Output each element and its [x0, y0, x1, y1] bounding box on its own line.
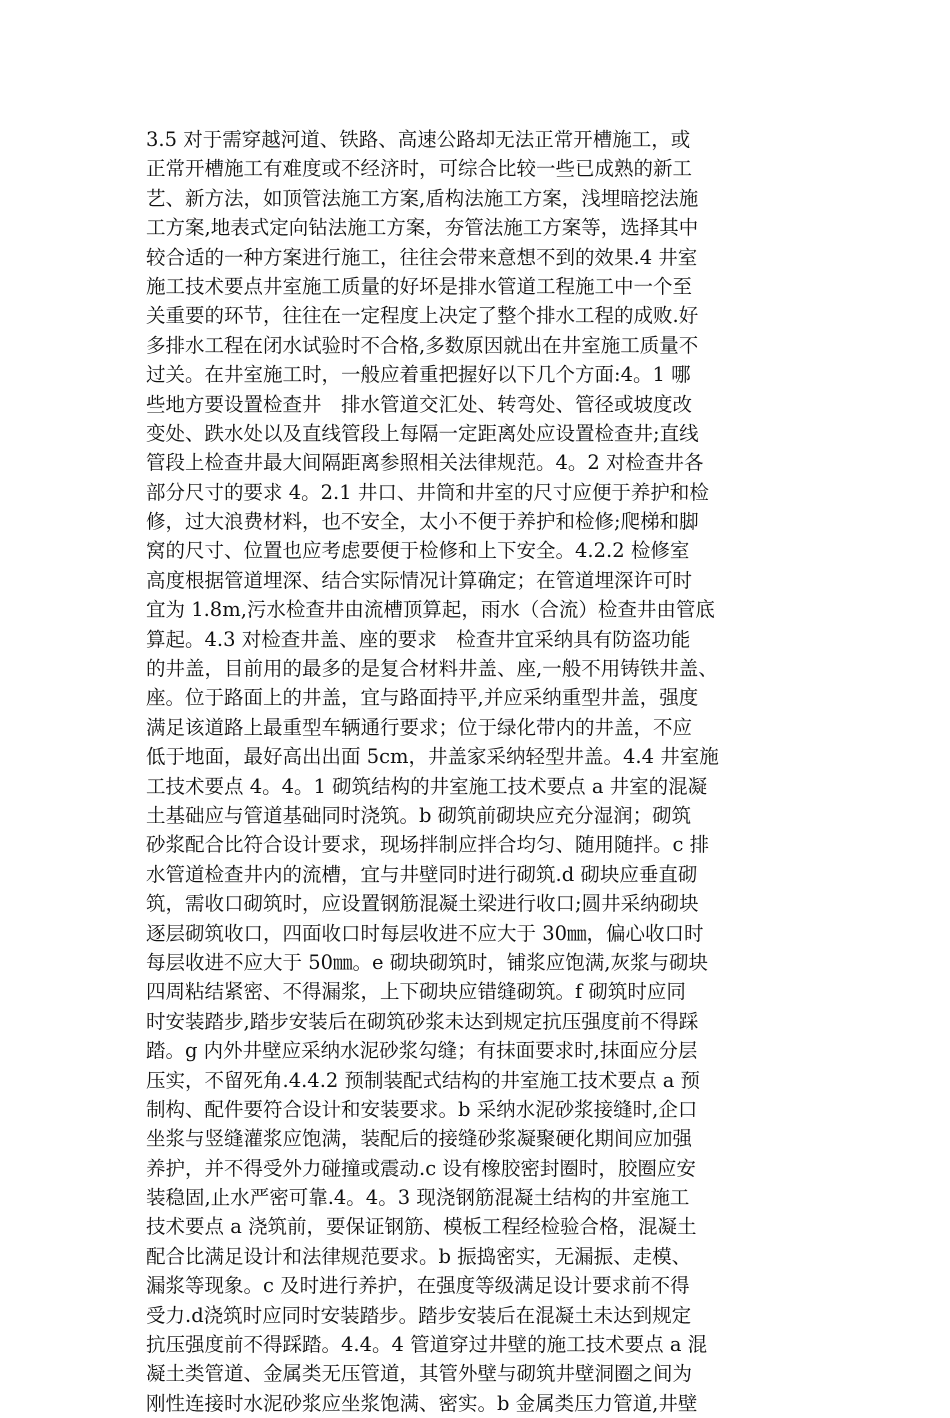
text-line: 3.5 对于需穿越河道、铁路、高速公路却无法正常开槽施工，或 — [146, 128, 691, 151]
text-line: 多排水工程在闭水试验时不合格,多数原因就出在井室施工质量不 — [146, 333, 699, 357]
text-line: 满足该道路上最重型车辆通行要求；位于绿化带内的井盖，不应 — [146, 715, 693, 739]
text-line: 座。位于路面上的井盖，宜与路面持平,并应采纳重型井盖，强度 — [146, 686, 699, 710]
text-line: 压实，不留死角.4.4.2 预制装配式结构的井室施工技术要点 a 预 — [146, 1068, 701, 1092]
text-line: 过关。在井室施工时，一般应着重把握好以下几个方面:4。1 哪 — [146, 363, 691, 387]
text-line: 变处、跌水处以及直线管段上每隔一定距离处应设置检查井;直线 — [146, 421, 699, 445]
body-text — [146, 125, 826, 1418]
text-line: 刚性连接时水泥砂浆应坐浆饱满、密实。b 金属类压力管道,井壁 — [146, 1391, 698, 1415]
text-line: 踏。g 内外井壁应采纳水泥砂浆勾缝；有抹面要求时,抹面应分层 — [146, 1039, 698, 1063]
text-line: 制构、配件要符合设计和安装要求。b 采纳水泥砂浆接缝时,企口 — [146, 1097, 698, 1121]
text-line: 漏浆等现象。c 及时进行养护，在强度等级满足设计要求前不得 — [146, 1274, 690, 1298]
text-line: 窝的尺寸、位置也应考虑要便于检修和上下安全。4.2.2 检修室 — [146, 539, 690, 563]
text-line: 管段上检查井最大间隔距离参照相关法律规范。4。2 对检查井各 — [146, 451, 704, 475]
text-line: 土基础应与管道基础同时浇筑。b 砌筑前砌块应充分湿润；砌筑 — [146, 803, 692, 827]
text-line: 筑，需收口砌筑时，应设置钢筋混凝土梁进行收口;圆井采纳砌块 — [146, 892, 699, 916]
text-line: 低于地面，最好高出出面 5cm，井盖家采纳轻型井盖。4.4 井室施 — [146, 745, 719, 769]
text-line: 工方案,地表式定向钻法施工方案，夯管法施工方案等，选择其中 — [146, 216, 699, 240]
text-line: 部分尺寸的要求 4。2.1 井口、井筒和井室的尺寸应便于养护和检 — [146, 480, 709, 504]
text-line: 每层收进不应大于 50㎜。e 砌块砌筑时，铺浆应饱满,灰浆与砌块 — [146, 950, 708, 974]
text-line: 技术要点 a 浇筑前，要保证钢筋、模板工程经检验合格，混凝土 — [146, 1215, 697, 1239]
text-line: 时安装踏步,踏步安装后在砌筑砂浆未达到规定抗压强度前不得踩 — [146, 1009, 699, 1033]
text-line: 些地方要设置检查井 排水管道交汇处、转弯处、管径或坡度改 — [146, 392, 693, 416]
text-line: 工技术要点 4。4。1 砌筑结构的井室施工技术要点 a 井室的混凝 — [146, 774, 708, 798]
text-line: 配合比满足设计和法律规范要求。b 振捣密实，无漏振、走模、 — [146, 1244, 692, 1268]
text-line: 凝土类管道、金属类无压管道，其管外壁与砌筑井壁洞圈之间为 — [146, 1362, 693, 1386]
text-line: 逐层砌筑收口，四面收口时每层收进不应大于 30㎜，偏心收口时 — [146, 921, 704, 945]
text-line: 艺、新方法，如顶管法施工方案,盾构法施工方案，浅埋暗挖法施 — [146, 186, 699, 210]
text-line: 的井盖，目前用的最多的是复合材料井盖、座,一般不用铸铁井盖、 — [146, 657, 718, 681]
text-line: 四周粘结紧密、不得漏浆，上下砌块应错缝砌筑。f 砌筑时应同 — [146, 980, 686, 1004]
text-line: 抗压强度前不得踩踏。4.4。4 管道穿过井壁的施工技术要点 a 混 — [146, 1333, 708, 1357]
text-line: 正常开槽施工有难度或不经济时，可综合比较一些已成熟的新工 — [146, 157, 693, 181]
text-line: 养护，并不得受外力碰撞或震动.c 设有橡胶密封圈时，胶圈应安 — [146, 1156, 696, 1180]
text-line: 较合适的一种方案进行施工，往往会带来意想不到的效果.4 井室 — [146, 245, 698, 269]
text-line: 水管道检查井内的流槽，宜与井壁同时进行砌筑.d 砌块应垂直砌 — [146, 862, 698, 886]
text-line: 砂浆配合比符合设计要求，现场拌制应拌合均匀、随用随拌。c 排 — [146, 833, 710, 857]
text-line: 关重要的环节，往往在一定程度上决定了整个排水工程的成败.好 — [146, 304, 699, 328]
text-line: 施工技术要点井室施工质量的好坏是排水管道工程施工中一个至 — [146, 274, 693, 298]
text-line: 宜为 1.8m,污水检查井由流槽顶算起，雨水（合流）检查井由管底 — [146, 598, 715, 622]
text-line: 装稳固,止水严密可靠.4。4。3 现浇钢筋混凝土结构的井室施工 — [146, 1186, 690, 1210]
text-line: 坐浆与竖缝灌浆应饱满，装配后的接缝砂浆凝聚硬化期间应加强 — [146, 1127, 693, 1151]
text-line: 受力.d浇筑时应同时安装踏步。踏步安装后在混凝土未达到规定 — [146, 1303, 692, 1327]
text-line: 高度根据管道埋深、结合实际情况计算确定；在管道埋深许可时 — [146, 568, 693, 592]
text-line: 修，过大浪费材料，也不安全，太小不便于养护和检修;爬梯和脚 — [146, 510, 699, 534]
text-line: 算起。4.3 对检查井盖、座的要求 检查井宜采纳具有防盗功能 — [146, 627, 691, 651]
